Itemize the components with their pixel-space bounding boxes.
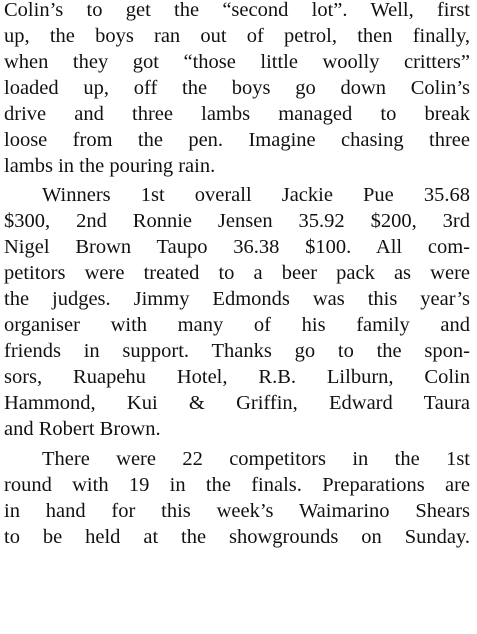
text-line: friends in support. Thanks go to the spon- bbox=[4, 340, 470, 362]
text-line: up, the boys ran out of petrol, then finally, bbox=[4, 25, 470, 47]
text-line: round with 19 in the finals. Preparations are bbox=[4, 474, 470, 496]
text-line: organiser with many of his family and bbox=[4, 314, 470, 336]
text-line: $300, 2nd Ronnie Jensen 35.92 $200, 3rd bbox=[4, 210, 470, 232]
text-line: and Robert Brown. bbox=[4, 418, 161, 440]
text-line: the judges. Jimmy Edmonds was this year’s bbox=[4, 288, 470, 310]
text-line: Nigel Brown Taupo 36.38 $100. All com- bbox=[4, 236, 470, 258]
text-line: loose from the pen. Imagine chasing three bbox=[4, 129, 470, 151]
text-line: There were 22 competitors in the 1st bbox=[42, 448, 470, 470]
text-line: sors, Ruapehu Hotel, R.B. Lilburn, Colin bbox=[4, 366, 470, 388]
text-line: to be held at the showgrounds on Sunday. bbox=[4, 526, 470, 548]
text-line: Winners 1st overall Jackie Pue 35.68 bbox=[42, 184, 470, 206]
text-line: Colin’s to get the “second lot”. Well, first bbox=[4, 0, 470, 21]
text-line: drive and three lambs managed to break bbox=[4, 103, 470, 125]
text-line: in hand for this week’s Waimarino Shears bbox=[4, 500, 470, 522]
text-line: lambs in the pouring rain. bbox=[4, 155, 216, 177]
text-line: loaded up, off the boys go down Colin’s bbox=[4, 77, 470, 99]
text-line: petitors were treated to a beer pack as were bbox=[4, 262, 470, 284]
text-line: Hammond, Kui & Griffin, Edward Taura bbox=[4, 392, 470, 414]
text-line: when they got “those little woolly critters” bbox=[4, 51, 470, 73]
